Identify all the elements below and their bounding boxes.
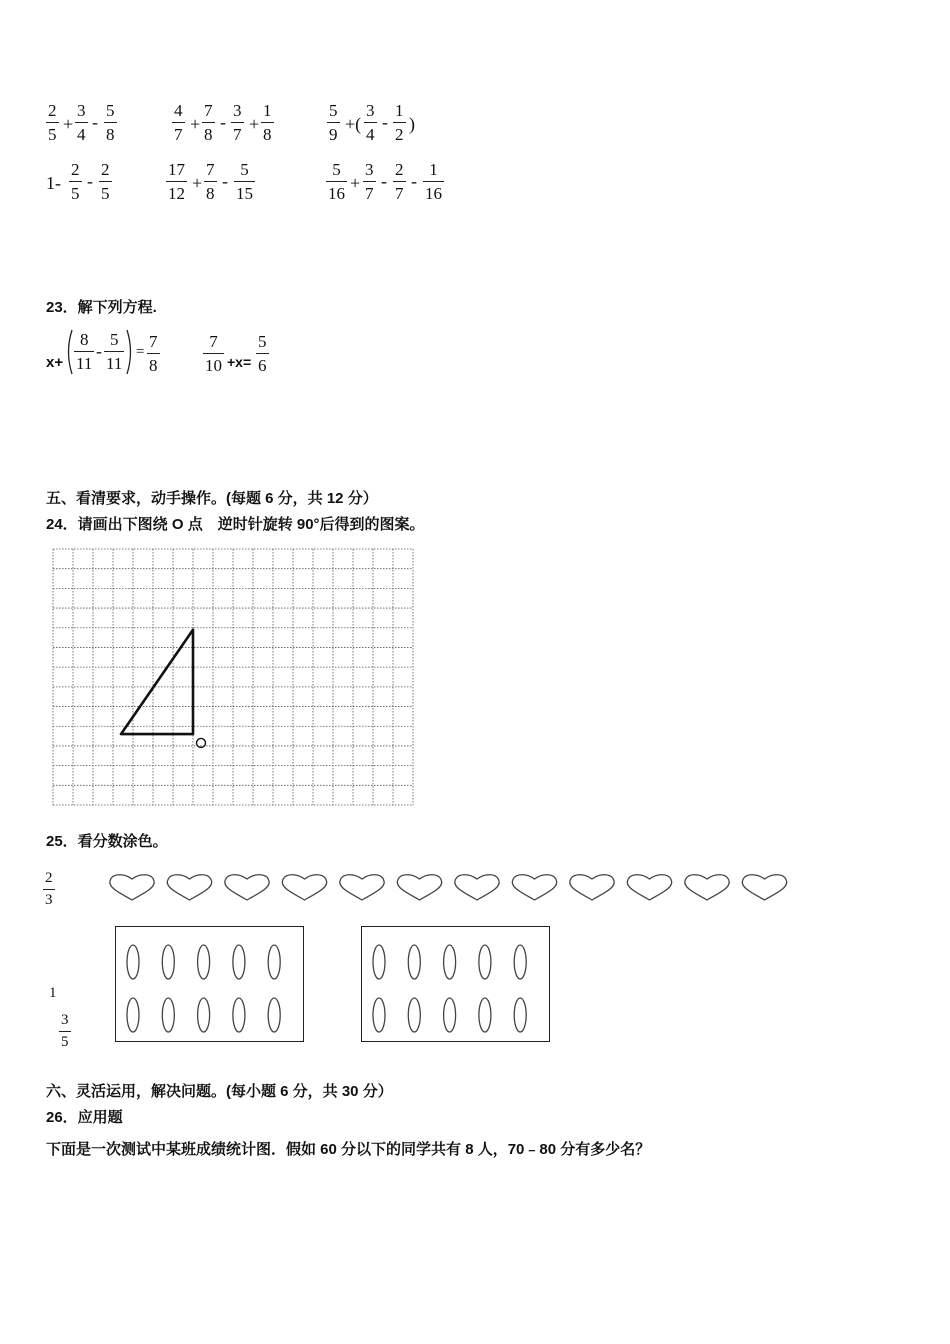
fraction bbox=[46, 102, 59, 143]
oval-shape[interactable] bbox=[198, 998, 210, 1032]
fraction bbox=[231, 102, 244, 143]
heart-shape[interactable] bbox=[282, 875, 326, 900]
oval-group bbox=[116, 927, 303, 1041]
denominator: 7 bbox=[393, 181, 406, 202]
operator: x+ bbox=[46, 354, 64, 371]
numerator: 7 bbox=[206, 160, 215, 179]
heart-shape[interactable] bbox=[110, 875, 154, 900]
numerator: 2 bbox=[45, 870, 53, 886]
denominator: 6 bbox=[256, 353, 269, 374]
heart-shape[interactable] bbox=[570, 875, 614, 900]
denominator: 16 bbox=[326, 181, 347, 202]
operator: - bbox=[96, 341, 102, 361]
question-23-title: 23．解下列方程. bbox=[46, 299, 157, 316]
rotation-grid bbox=[52, 548, 414, 806]
oval-shape[interactable] bbox=[373, 998, 385, 1032]
hearts-row bbox=[104, 870, 794, 904]
left-paren bbox=[64, 328, 74, 376]
fraction bbox=[172, 102, 185, 143]
operator: - bbox=[220, 112, 226, 132]
oval-shape[interactable] bbox=[479, 945, 491, 979]
denominator: 16 bbox=[423, 181, 444, 202]
numerator: 5 bbox=[240, 160, 249, 179]
numerator: 3 bbox=[366, 101, 375, 120]
numerator: 3 bbox=[233, 101, 242, 120]
operator: + bbox=[249, 114, 260, 134]
fraction bbox=[393, 161, 406, 202]
operator: - bbox=[411, 171, 417, 191]
numerator: 1 bbox=[395, 101, 404, 120]
heart-shape[interactable] bbox=[627, 875, 671, 900]
numerator: 1 bbox=[263, 101, 272, 120]
numerator: 5 bbox=[258, 332, 267, 351]
numerator: 17 bbox=[168, 160, 185, 179]
operator: = bbox=[136, 344, 145, 360]
oval-box-1 bbox=[115, 926, 304, 1042]
oval-shape[interactable] bbox=[268, 945, 280, 979]
numerator: 5 bbox=[106, 101, 115, 120]
fraction bbox=[99, 161, 112, 202]
operator: + bbox=[350, 173, 361, 193]
denominator: 5 bbox=[46, 122, 59, 143]
numerator: 7 bbox=[149, 332, 158, 351]
numerator: 2 bbox=[48, 101, 57, 120]
grid-lines bbox=[53, 549, 413, 805]
oval-shape[interactable] bbox=[268, 998, 280, 1032]
section-5-title: 五、看清要求，动手操作。(每题 6 分，共 12 分） bbox=[46, 490, 378, 507]
fraction bbox=[326, 161, 347, 202]
fraction-three-fifths bbox=[59, 1013, 71, 1050]
heart-shape[interactable] bbox=[225, 875, 269, 900]
numerator: 1 bbox=[429, 160, 438, 179]
denominator: 5 bbox=[69, 181, 82, 202]
oval-box-2 bbox=[361, 926, 550, 1042]
fraction-two-thirds bbox=[43, 871, 55, 908]
numerator: 3 bbox=[77, 101, 86, 120]
denominator: 11 bbox=[104, 351, 124, 372]
question-24-title: 24．请画出下图绕 O 点 逆时针旋转 90°后得到的图案。 bbox=[46, 516, 425, 533]
numerator: 3 bbox=[365, 160, 374, 179]
operator: - bbox=[222, 171, 228, 191]
heart-shape[interactable] bbox=[455, 875, 499, 900]
heart-shape[interactable] bbox=[340, 875, 384, 900]
operator: - bbox=[381, 171, 387, 191]
operator: - bbox=[92, 112, 98, 132]
oval-shape[interactable] bbox=[408, 998, 420, 1032]
denominator: 8 bbox=[261, 122, 274, 143]
oval-shape[interactable] bbox=[233, 945, 245, 979]
numerator: 7 bbox=[204, 101, 213, 120]
oval-shape[interactable] bbox=[408, 945, 420, 979]
denominator: 8 bbox=[147, 353, 160, 374]
oval-shape[interactable] bbox=[198, 945, 210, 979]
section-6-title: 六、灵活运用，解决问题。(每小题 6 分，共 30 分） bbox=[46, 1083, 393, 1100]
denominator: 11 bbox=[74, 351, 94, 372]
denominator: 9 bbox=[327, 122, 340, 143]
heart-shape[interactable] bbox=[167, 875, 211, 900]
denominator: 7 bbox=[172, 122, 185, 143]
operator: +x= bbox=[227, 354, 252, 370]
operator: + bbox=[190, 114, 201, 134]
oval-shape[interactable] bbox=[373, 945, 385, 979]
oval-shape[interactable] bbox=[514, 945, 526, 979]
oval-shape[interactable] bbox=[233, 998, 245, 1032]
oval-shape[interactable] bbox=[162, 945, 174, 979]
denominator: 8 bbox=[104, 122, 117, 143]
whole-number-label: 1 bbox=[49, 985, 57, 1001]
denominator: 2 bbox=[393, 122, 406, 143]
fraction bbox=[147, 333, 160, 374]
numerator: 5 bbox=[329, 101, 338, 120]
fraction bbox=[363, 161, 376, 202]
fraction bbox=[203, 333, 224, 374]
right-paren bbox=[125, 328, 135, 376]
fraction bbox=[393, 102, 406, 143]
numerator: 4 bbox=[174, 101, 183, 120]
denominator: 7 bbox=[363, 181, 376, 202]
fraction bbox=[327, 102, 340, 143]
heart-shape[interactable] bbox=[397, 875, 441, 900]
numerator: 5 bbox=[109, 330, 119, 349]
operator: - bbox=[87, 171, 93, 191]
question-25-title: 25．看分数涂色。 bbox=[46, 833, 168, 850]
denominator: 5 bbox=[99, 181, 112, 202]
fraction bbox=[202, 102, 215, 143]
denominator: 15 bbox=[234, 181, 255, 202]
fraction bbox=[104, 331, 124, 372]
denominator: 7 bbox=[231, 122, 244, 143]
fraction bbox=[69, 161, 82, 202]
numerator: 2 bbox=[101, 160, 110, 179]
question-26-title: 26．应用题 bbox=[46, 1109, 123, 1126]
oval-shape[interactable] bbox=[127, 998, 139, 1032]
fraction bbox=[423, 161, 444, 202]
denominator: 3 bbox=[43, 889, 55, 908]
heart-shape[interactable] bbox=[742, 875, 786, 900]
operator: + bbox=[63, 114, 74, 134]
fraction bbox=[234, 161, 255, 202]
operator: - bbox=[382, 112, 388, 132]
fraction bbox=[104, 102, 117, 143]
denominator: 10 bbox=[203, 353, 224, 374]
numerator: 8 bbox=[79, 330, 89, 349]
denominator: 8 bbox=[202, 122, 215, 143]
fraction bbox=[74, 331, 94, 372]
question-26-text: 下面是一次测试中某班成绩统计图．假如 60 分以下的同学共有 8 人，70﹣80 分有多少名？ bbox=[46, 1141, 651, 1158]
oval-shape[interactable] bbox=[444, 998, 456, 1032]
operator: ) bbox=[409, 114, 415, 134]
oval-group bbox=[362, 927, 549, 1041]
oval-shape[interactable] bbox=[162, 998, 174, 1032]
oval-shape[interactable] bbox=[127, 945, 139, 979]
fraction bbox=[166, 161, 187, 202]
numerator: 5 bbox=[332, 160, 341, 179]
heart-shape[interactable] bbox=[512, 875, 556, 900]
triangle-shape bbox=[121, 630, 193, 734]
denominator: 5 bbox=[59, 1031, 71, 1050]
fraction bbox=[364, 102, 377, 143]
heart-shape[interactable] bbox=[685, 875, 729, 900]
operator: + bbox=[192, 173, 203, 193]
operator: 1- bbox=[46, 173, 61, 193]
denominator: 4 bbox=[364, 122, 377, 143]
denominator: 8 bbox=[204, 181, 217, 202]
oval-shape[interactable] bbox=[444, 945, 456, 979]
fraction bbox=[261, 102, 274, 143]
fraction bbox=[75, 102, 88, 143]
fraction bbox=[256, 333, 269, 374]
fraction bbox=[204, 161, 217, 202]
operator: +( bbox=[345, 114, 362, 134]
denominator: 12 bbox=[166, 181, 187, 202]
oval-shape[interactable] bbox=[479, 998, 491, 1032]
numerator: 2 bbox=[71, 160, 80, 179]
numerator: 2 bbox=[395, 160, 404, 179]
oval-shape[interactable] bbox=[514, 998, 526, 1032]
numerator: 3 bbox=[61, 1012, 69, 1028]
denominator: 4 bbox=[75, 122, 88, 143]
numerator: 7 bbox=[209, 332, 218, 351]
